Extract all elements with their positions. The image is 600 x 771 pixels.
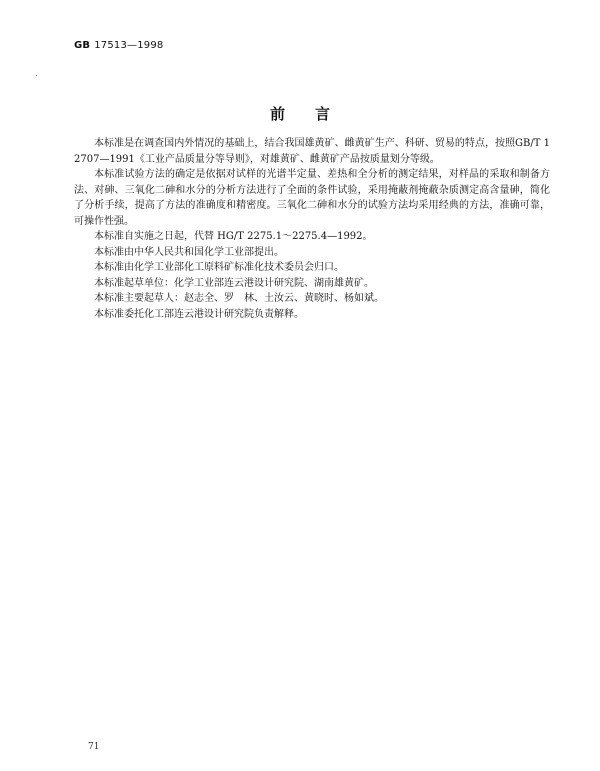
paragraph-test-methods: 本标准试验方法的确定是依据对试样的光谱半定量、差热和全分析的测定结果，对样品的采取和制备方法、对砷、三氧化二砷和水分的分析方法进行了全面的条件试验，采用掩蔽剂掩蔽杂质测定高含量砷，简化了分析手续，提高了方法的准确度和精密度。三氧化二砷和水分的试验方法均采用经典的方法，准确可靠，可操作性强。: [74, 169, 550, 227]
paragraph-centralized-by: 本标准由化学工业部化工原料矿标准化技术委员会归口。: [94, 262, 344, 273]
page-title: 前言: [269, 105, 360, 123]
standard-number: 17513—1998: [94, 40, 164, 51]
standard-prefix: GB: [74, 40, 91, 51]
foreword-body: [74, 136, 550, 322]
paragraph-drafters: 本标准主要起草人：赵志全、罗 林、土汝云、黄晓时、杨如斌。: [94, 293, 384, 304]
paragraph-proposed-by: 本标准由中华人民共和国化学工业部提出。: [94, 246, 284, 258]
scan-speck: [36, 75, 37, 76]
paragraph-intro: 本标准是在调查国内外情况的基础上，结合我国雄黄矿、雌黄矿生产、科研、贸易的特点，按照GB/T 12707—1991《工业产品质量分等导则》，对雄黄矿、雌黄矿产品按质量划分等级。: [74, 138, 550, 165]
document-header: [74, 40, 164, 51]
page-number: 71: [88, 742, 100, 752]
paragraph-interpretation: 本标准委托化工部连云港设计研究院负责解释。: [94, 308, 304, 320]
paragraph-drafting-units: 本标准起草单位：化学工业部连云港设计研究院、湖南雄黄矿。: [94, 277, 374, 289]
paragraph-replaces: 本标准自实施之日起，代替 HG/T 2275.1～2275.4—1992。: [94, 231, 373, 242]
